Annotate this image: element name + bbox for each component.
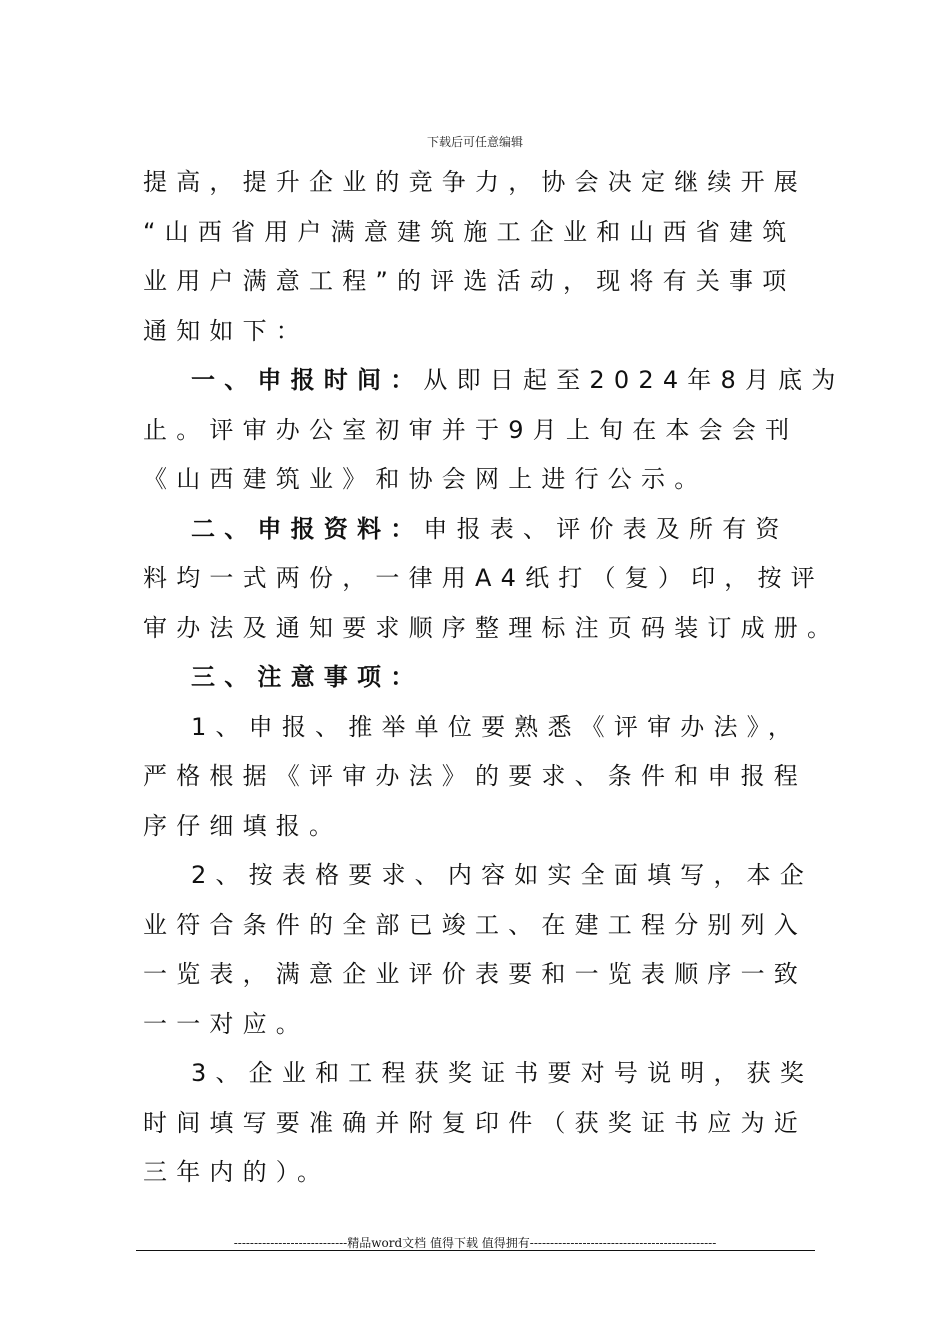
note-item-3: 3、企业和工程获奖证书要对号说明，获奖 时间填写要准确并附复印件（获奖证书应为近 三年内的）。 bbox=[143, 1059, 814, 1186]
section-heading: 三、注意事项： bbox=[191, 663, 424, 691]
section-application-time: 一、申报时间：从即日起至2024年8月底为 止。评审办公室初审并于9月上旬在本会会刊 《山西建筑业》和协会网上进行公示。 bbox=[143, 366, 845, 493]
intro-paragraph: 提高，提升企业的竞争力，协会决定继续开展 “山西省用户满意建筑施工企业和山西省建筑 业用户满意工程”的评选活动，现将有关事项 通知如下： bbox=[143, 168, 807, 345]
section-heading: 二、申报资料： bbox=[191, 514, 424, 543]
section-application-materials: 二、申报资料：申报表、评价表及所有资 料均一式两份，一律用A4纸打（复）印，按评 审办法及通知要求顺序整理标注页码装订成册。 bbox=[143, 514, 841, 642]
page-header: 下载后可任意编辑 bbox=[426, 135, 523, 149]
section-notes bbox=[143, 653, 843, 703]
note-item-2: 2、按表格要求、内容如实全面填写，本企 业符合条件的全部已竣工、在建工程分别列入 一览表，满意企业评价表要和一览表顺序一致 一一对应。 bbox=[143, 861, 814, 1038]
footer-divider bbox=[136, 1250, 815, 1251]
note-item-1: 1、申报、推举单位要熟悉《评审办法》， 严格根据《评审办法》的要求、条件和申报程 序仔细填报。 bbox=[143, 712, 807, 840]
page-footer: ----------------------------精品word文档 值得下载 值得拥有---------------------------------------------- bbox=[233, 1236, 717, 1250]
section-heading: 一、申报时间： bbox=[191, 366, 424, 394]
document-body bbox=[143, 158, 843, 1198]
